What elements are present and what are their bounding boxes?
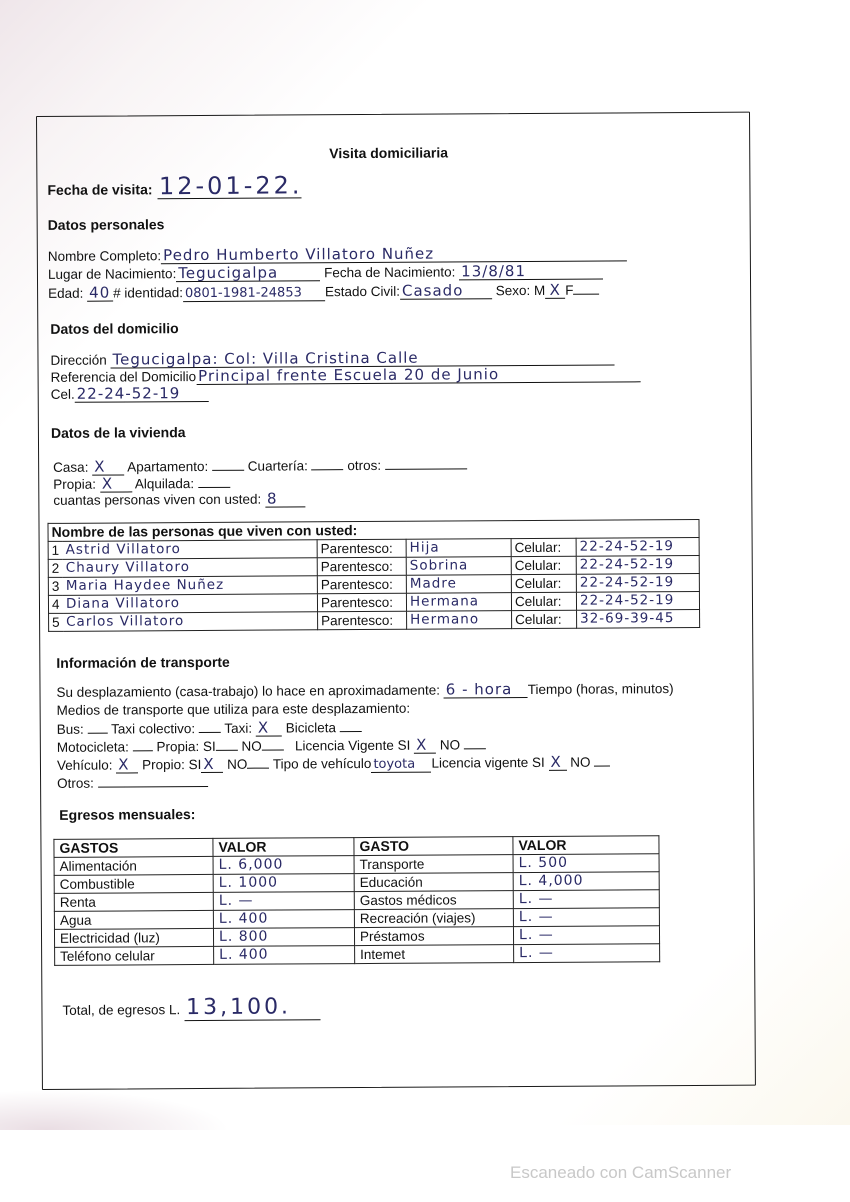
cell-label: Celular:: [511, 574, 576, 592]
full-name-label: Nombre Completo:: [47, 248, 162, 264]
member-phone[interactable]: 22-24-52-19: [576, 555, 699, 574]
member-name[interactable]: Maria Haydee Nuñez: [63, 576, 318, 596]
member-relation[interactable]: Sobrina: [406, 557, 511, 576]
commute-suffix: Tiempo (horas, minutos): [527, 681, 674, 698]
alquilada-label: Alquilada:: [134, 476, 195, 492]
full-name-row: [48, 245, 627, 265]
household-row: [49, 609, 700, 631]
visit-date-label: Fecha de visita:: [47, 181, 153, 198]
cell-label: Celular:: [512, 610, 577, 628]
member-relation[interactable]: Hermano: [407, 611, 512, 630]
camscanner-watermark: Escaneado con CamScanner: [510, 1163, 732, 1182]
row-number: 1: [48, 541, 63, 559]
birthdate-field[interactable]: 13/8/81: [459, 264, 603, 281]
veh-licencia-no-label: NO: [570, 754, 591, 770]
bicicleta-label: Bicicleta: [285, 720, 336, 736]
transport-row-2: [57, 736, 486, 756]
reference-row: [51, 366, 641, 386]
people-count-field[interactable]: 8: [265, 491, 305, 507]
household-header: Nombre de las personas que viven con usted:: [48, 519, 699, 541]
id-field[interactable]: 0801-1981-24853: [183, 285, 325, 302]
expenses-rows: [54, 854, 660, 966]
household-table: [47, 519, 700, 632]
sex-m-mark[interactable]: X: [545, 283, 565, 299]
commute-field[interactable]: 6 - hora: [444, 682, 528, 699]
section-personal-heading: Datos personales: [47, 216, 165, 233]
vehiculo-mark[interactable]: X: [116, 757, 138, 773]
vehiculo-label: Vehículo:: [56, 757, 113, 773]
moto-no-label: NO: [241, 738, 262, 754]
moto-propia-si-blank[interactable]: [216, 738, 238, 751]
moto-blank[interactable]: [133, 738, 153, 751]
row-number: 5: [49, 613, 64, 631]
propio-no-blank[interactable]: [247, 756, 269, 769]
tipo-field[interactable]: toyota: [371, 757, 431, 773]
relation-label: Parentesco:: [317, 539, 406, 558]
total-label: Total, de egresos L.: [62, 1002, 181, 1018]
taxi-colectivo-label: Taxi colectivo:: [110, 721, 196, 737]
housing-type-row: [53, 456, 467, 476]
expense-name-right: Educación: [354, 873, 513, 892]
apartamento-label: Apartamento:: [127, 458, 209, 475]
phone-field[interactable]: 22-24-52-19: [75, 386, 209, 403]
expense-value-left[interactable]: L. 6,000: [213, 856, 354, 875]
cuarteria-blank[interactable]: [312, 457, 344, 470]
expense-name-right: Recreación (viajes): [354, 909, 513, 928]
expense-name-left: Alimentación: [54, 856, 213, 875]
commute-row: [56, 681, 673, 701]
section-address-heading: Datos del domicilio: [50, 320, 179, 337]
expense-name-right: Préstamos: [354, 927, 513, 946]
sex-label: Sexo:: [495, 282, 531, 299]
col-gasto: GASTO: [354, 837, 513, 856]
bicicleta-blank[interactable]: [340, 719, 362, 732]
expense-value-left[interactable]: L. 400: [214, 946, 355, 965]
relation-label: Parentesco:: [317, 575, 406, 594]
veh-licencia-label: Licencia vigente SI: [431, 754, 545, 771]
age-label: Edad:: [48, 285, 84, 301]
alquilada-blank[interactable]: [198, 475, 230, 488]
section-housing-heading: Datos de la vivienda: [50, 424, 186, 441]
expenses-table: [53, 835, 660, 966]
moto-licencia-label: Licencia Vigente SI: [294, 737, 411, 754]
people-count-row: [53, 491, 305, 509]
total-row: [62, 995, 320, 1022]
id-row: [48, 282, 600, 303]
cuarteria-label: Cuartería:: [247, 458, 308, 474]
home-visit-form: [36, 112, 756, 1090]
expense-value-left[interactable]: L. 800: [213, 928, 354, 947]
otros-blank[interactable]: [385, 456, 467, 470]
veh-licencia-no-blank[interactable]: [594, 754, 610, 767]
expense-name-right: Intemet: [355, 945, 514, 964]
moto-propia-label: Propia: SI: [156, 738, 216, 755]
moto-licencia-no-blank[interactable]: [464, 736, 486, 749]
people-count-label: cuantas personas viven con usted:: [53, 491, 262, 508]
sex-f-label: F: [565, 282, 574, 298]
col-gastos: GASTOS: [54, 838, 213, 857]
id-label: # identidad:: [113, 285, 183, 301]
birthplace-label: Lugar de Nacimiento:: [47, 266, 177, 282]
propio-label: Propio: SI: [141, 757, 202, 773]
member-name[interactable]: Chaury Villatoro: [63, 558, 318, 578]
total-field[interactable]: 13,100.: [184, 995, 320, 1021]
expense-value-right[interactable]: L. —: [513, 908, 659, 927]
moto-propia-no-blank[interactable]: [262, 737, 284, 750]
birthplace-field[interactable]: Tegucigalpa: [176, 265, 320, 282]
expense-name-left: Teléfono celular: [55, 946, 214, 965]
otros-transport-blank[interactable]: [98, 774, 208, 788]
otros-transport-label: Otros:: [57, 775, 94, 791]
member-relation[interactable]: Madre: [406, 575, 511, 594]
row-number: 2: [48, 559, 63, 577]
expense-value-right[interactable]: L. 500: [513, 854, 659, 873]
transport-row-1: [57, 719, 362, 738]
propio-mark[interactable]: X: [201, 757, 223, 773]
sex-m-label: M: [533, 282, 546, 298]
expense-name-right: Transporte: [354, 855, 513, 874]
expense-value-right[interactable]: L. —: [513, 890, 659, 909]
relation-label: Parentesco:: [318, 611, 407, 630]
moto-label: Motocicleta:: [56, 739, 129, 755]
expense-row: [55, 944, 660, 966]
commute-label: Su desplazamiento (casa-trabajo) lo hace en aproximadamente:: [56, 682, 441, 700]
member-phone[interactable]: 22-24-52-19: [576, 537, 699, 556]
propia-mark[interactable]: X: [100, 476, 132, 492]
tipo-label: Tipo de vehículo: [272, 755, 372, 772]
moto-licencia-no-label: NO: [439, 737, 461, 753]
expense-name-left: Combustible: [54, 874, 213, 893]
member-phone[interactable]: 22-24-52-19: [576, 591, 699, 610]
member-name[interactable]: Carlos Villatoro: [63, 612, 318, 632]
row-number: 3: [48, 577, 63, 595]
otros-label: otros:: [347, 457, 382, 474]
cell-label: Celular:: [511, 538, 576, 556]
row-number: 4: [48, 595, 63, 613]
full-name-field[interactable]: Pedro Humberto Villatoro Nuñez: [161, 245, 627, 264]
visit-date-row: [47, 173, 301, 200]
expense-name-right: Gastos médicos: [354, 891, 513, 910]
expense-name-left: Renta: [54, 892, 213, 911]
transport-row-4: [57, 774, 208, 791]
bus-blank[interactable]: [87, 721, 107, 734]
expense-value-left[interactable]: L. 400: [213, 910, 354, 929]
taxi-colectivo-blank[interactable]: [199, 720, 221, 733]
reference-field[interactable]: Principal frente Escuela 20 de Junio: [196, 366, 640, 385]
age-field[interactable]: 40: [87, 286, 113, 302]
means-label: Medios de transporte que utiliza para este desplazamiento:: [56, 700, 411, 718]
expense-value-right[interactable]: L. —: [513, 926, 659, 945]
member-name[interactable]: Astrid Villatoro: [63, 540, 318, 560]
household-rows: [48, 537, 700, 631]
direction-field[interactable]: Tegucigalpa: Col: Villa Cristina Calle: [110, 349, 614, 368]
col-valor-right: VALOR: [513, 836, 659, 855]
reference-label: Referencia del Domicilio: [50, 369, 197, 385]
scan-shadow: [0, 1090, 230, 1130]
relation-label: Parentesco:: [317, 557, 406, 576]
birthdate-label: Fecha de Nacimiento:: [324, 264, 456, 281]
phone-row: [51, 386, 209, 403]
cell-label: Celular:: [511, 556, 576, 574]
visit-date-field[interactable]: 12-01-22.: [158, 171, 303, 201]
member-phone[interactable]: 22-24-52-19: [576, 573, 699, 592]
section-transport-heading: Información de transporte: [56, 653, 230, 671]
cell-label: Celular:: [511, 592, 576, 610]
expense-value-left[interactable]: L. —: [213, 892, 354, 911]
form-title: Visita domiciliaria: [329, 144, 449, 162]
taxi-label: Taxi:: [224, 720, 253, 736]
veh-licencia-mark[interactable]: X: [548, 755, 566, 771]
col-valor-left: VALOR: [213, 838, 354, 857]
birth-row: [48, 264, 603, 283]
section-expenses-heading: Egresos mensuales:: [59, 806, 196, 823]
moto-licencia-mark[interactable]: X: [414, 738, 436, 754]
taxi-mark[interactable]: X: [256, 721, 282, 737]
member-relation[interactable]: Hija: [406, 539, 511, 558]
apartamento-blank[interactable]: [212, 458, 244, 471]
member-relation[interactable]: Hermana: [406, 593, 511, 612]
phone-label: Cel.: [50, 386, 75, 402]
expense-value-left[interactable]: L. 1000: [213, 874, 354, 893]
casa-mark[interactable]: X: [92, 459, 124, 475]
expense-value-right[interactable]: L. —: [514, 944, 660, 963]
expense-name-left: Agua: [54, 910, 213, 929]
expense-name-left: Electricidad (luz): [54, 928, 213, 947]
member-name[interactable]: Diana Villatoro: [63, 594, 318, 614]
ownership-row: [53, 475, 230, 493]
casa-label: Casa:: [53, 459, 89, 475]
propio-no-label: NO: [227, 756, 248, 772]
propia-label: Propia:: [53, 476, 97, 492]
civil-status-field[interactable]: Casado: [400, 283, 492, 300]
transport-row-3: [57, 754, 610, 775]
relation-label: Parentesco:: [317, 593, 406, 612]
civil-status-label: Estado Civil:: [324, 283, 401, 300]
member-phone[interactable]: 32-69-39-45: [577, 609, 700, 628]
bus-label: Bus:: [56, 721, 84, 737]
sex-f-blank[interactable]: [573, 282, 599, 295]
direction-label: Dirección: [50, 352, 107, 368]
expense-value-right[interactable]: L. 4,000: [513, 872, 659, 891]
